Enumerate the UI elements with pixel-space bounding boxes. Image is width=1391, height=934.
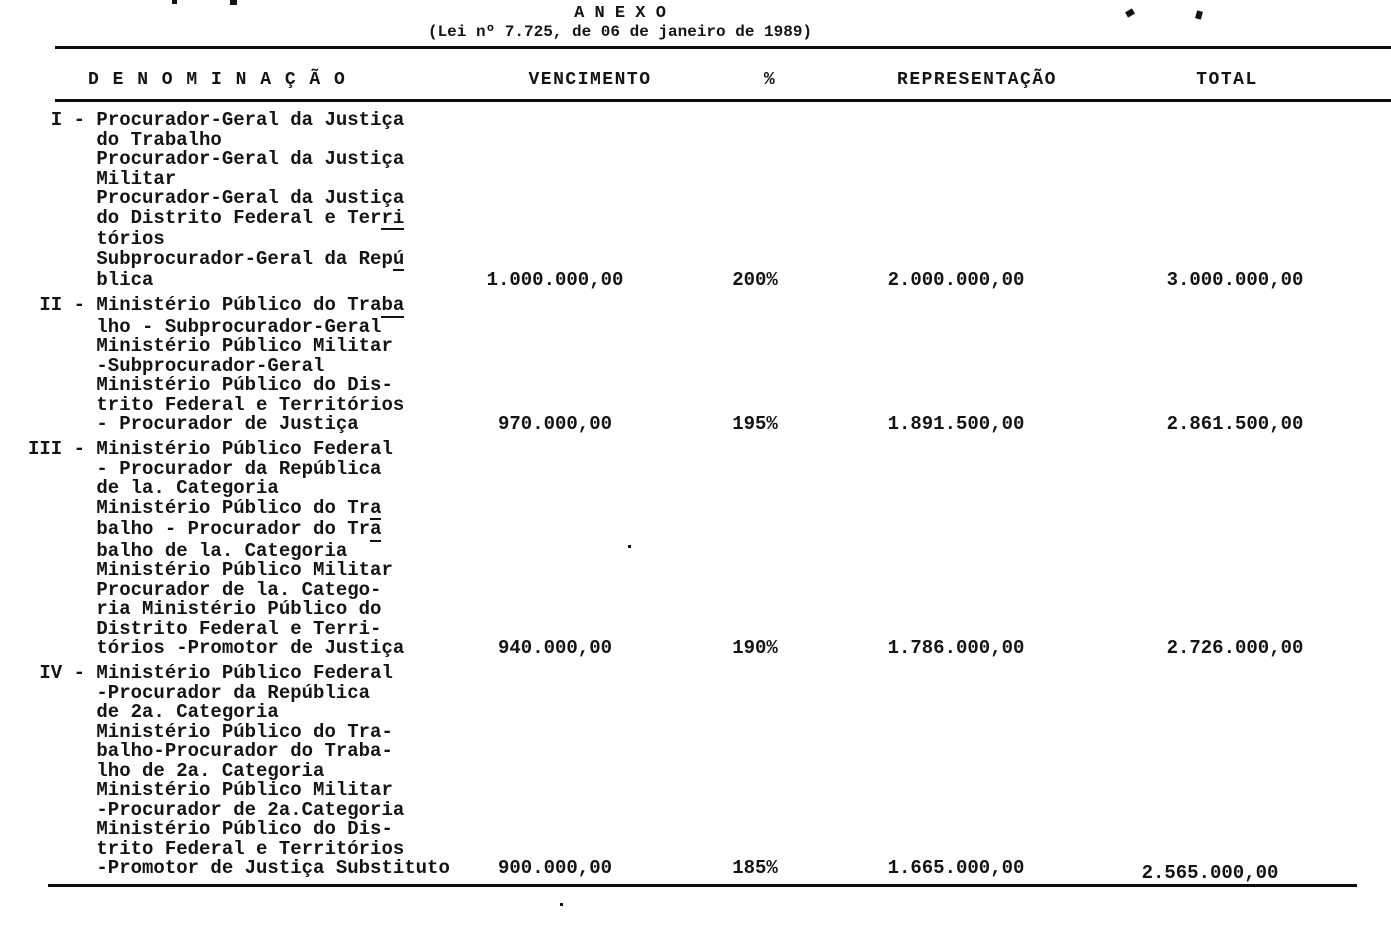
column-header-denominacao: D E N O M I N A Ç Ã O — [88, 70, 347, 90]
denomination-line: - Procurador de Justiça — [96, 413, 359, 435]
table-header-row — [28, 49, 1391, 90]
representacao-cell: 1.891.500,00 — [887, 413, 1025, 435]
total-cell: 3.000.000,00 — [1166, 269, 1304, 291]
denomination-line: Procurador de la. Catego- — [96, 578, 382, 601]
denomination-line: balho de la. Categoria — [96, 539, 348, 562]
denomination-line: ria Ministério Público do — [96, 598, 382, 620]
denomination-line: balho-Procurador do Traba- — [96, 740, 393, 762]
hyphenation-underline: a — [370, 496, 382, 519]
denomination-line-first: II - Ministério Público do Traba — [28, 296, 440, 318]
table-row — [28, 111, 1391, 291]
row-numeral: II — [39, 294, 63, 316]
denomination-line: Ministério Público do Tra- — [96, 720, 393, 743]
denomination-line: do Distrito Federal e Terri — [96, 206, 405, 229]
row-numeral: IV — [39, 662, 63, 684]
representacao-cell: 1.786.000,00 — [887, 637, 1025, 659]
scan-artifact — [628, 545, 631, 548]
denomination-cell — [28, 440, 440, 659]
denomination-line: blica — [96, 269, 154, 291]
representacao-cell: 1.665.000,00 — [887, 857, 1025, 879]
denomination-line: Ministério Público do Dis- — [96, 818, 393, 840]
denomination-line: -Procurador da República — [96, 681, 371, 704]
percent-cell: 185% — [732, 857, 778, 879]
table-row — [28, 296, 1391, 435]
denomination-line: Ministério Público Militar — [96, 779, 393, 801]
percent-cell: 195% — [732, 413, 778, 435]
total-cell: 2.861.500,00 — [1166, 413, 1304, 435]
denomination-line: -Subprocurador-Geral — [96, 354, 325, 377]
denomination-line: -Promotor de Justiça Substituto — [96, 857, 450, 879]
denomination-line: Ministério Público do Tra — [96, 496, 382, 519]
table-row — [28, 662, 1391, 884]
column-header-percent: % — [763, 70, 777, 90]
denomination-line-first: III - Ministério Público Federal — [28, 438, 393, 460]
percent-cell: 190% — [732, 637, 778, 659]
vencimento-cell: 900.000,00 — [497, 857, 613, 879]
scan-artifact — [172, 0, 177, 4]
title-block — [0, 0, 1240, 42]
table-row — [28, 440, 1391, 659]
denomination-line: Distrito Federal e Terri- — [96, 617, 382, 640]
denomination-line: tórios — [96, 228, 165, 250]
denomination-line: de la. Categoria — [96, 477, 279, 499]
hyphenation-underline: ba — [381, 294, 405, 316]
representacao-cell: 2.000.000,00 — [887, 269, 1025, 291]
denomination-cell — [28, 662, 450, 879]
vencimento-cell: 940.000,00 — [497, 637, 613, 659]
total-cell: 2.565.000,00 — [1141, 862, 1279, 884]
denomination-line: Procurador-Geral da Justiça — [96, 148, 405, 170]
column-header-representacao: REPRESENTAÇÃO — [897, 70, 1057, 90]
denomination-line: Ministério Público Militar — [96, 335, 393, 357]
denomination-line: Subprocurador-Geral da Repú — [96, 247, 405, 270]
row-numeral: III — [28, 438, 63, 460]
denomination-line: Militar — [96, 167, 177, 190]
denomination-line: Ministério Público do Dis- — [96, 374, 393, 396]
denomination-line: trito Federal e Territórios — [96, 393, 405, 416]
denomination-line: balho - Procurador do Tra — [96, 518, 382, 540]
numeral-separator: - — [62, 109, 97, 131]
denomination-line: trito Federal e Territórios — [96, 837, 405, 860]
bottom-rule — [48, 884, 1357, 887]
numeral-separator: - — [62, 662, 97, 684]
column-header-vencimento: VENCIMENTO — [528, 70, 652, 90]
denomination-cell — [28, 296, 440, 435]
hyphenation-underline: ri — [381, 206, 405, 229]
numeral-separator: - — [62, 294, 97, 316]
denomination-line-first: I - Procurador-Geral da Justiça — [28, 111, 440, 131]
denomination-line: lho - Subprocurador-Geral — [96, 315, 382, 338]
denomination-line: lho de 2a. Categoria — [96, 759, 325, 782]
percent-cell: 200% — [732, 269, 778, 291]
vencimento-cell: 1.000.000,00 — [486, 269, 624, 291]
denomination-line: do Trabalho — [96, 128, 222, 151]
vencimento-cell: 970.000,00 — [497, 413, 613, 435]
denomination-line-first: IV - Ministério Público Federal — [28, 664, 440, 684]
scan-artifact — [230, 0, 237, 5]
denomination-line: de 2a. Categoria — [96, 701, 279, 723]
total-cell: 2.726.000,00 — [1166, 637, 1304, 659]
scan-artifact — [560, 903, 563, 906]
row-numeral: I — [50, 109, 63, 131]
table-body — [28, 102, 1391, 884]
document-subtitle: (Lei nº 7.725, de 06 de janeiro de 1989) — [427, 23, 813, 41]
denomination-cell — [28, 111, 440, 291]
denomination-line: - Procurador da República — [96, 457, 382, 480]
denomination-line: Procurador-Geral da Justiça — [96, 187, 405, 209]
numeral-separator: - — [62, 438, 97, 460]
denomination-line: Ministério Público Militar — [96, 559, 393, 581]
hyphenation-underline: a — [370, 518, 382, 540]
denomination-line: tórios -Promotor de Justiça — [96, 637, 405, 659]
denomination-line: -Procurador de 2a.Categoria — [96, 798, 405, 821]
column-header-total: TOTAL — [1196, 70, 1258, 90]
hyphenation-underline: ú — [392, 247, 405, 270]
document-title: A N E X O — [574, 4, 666, 23]
